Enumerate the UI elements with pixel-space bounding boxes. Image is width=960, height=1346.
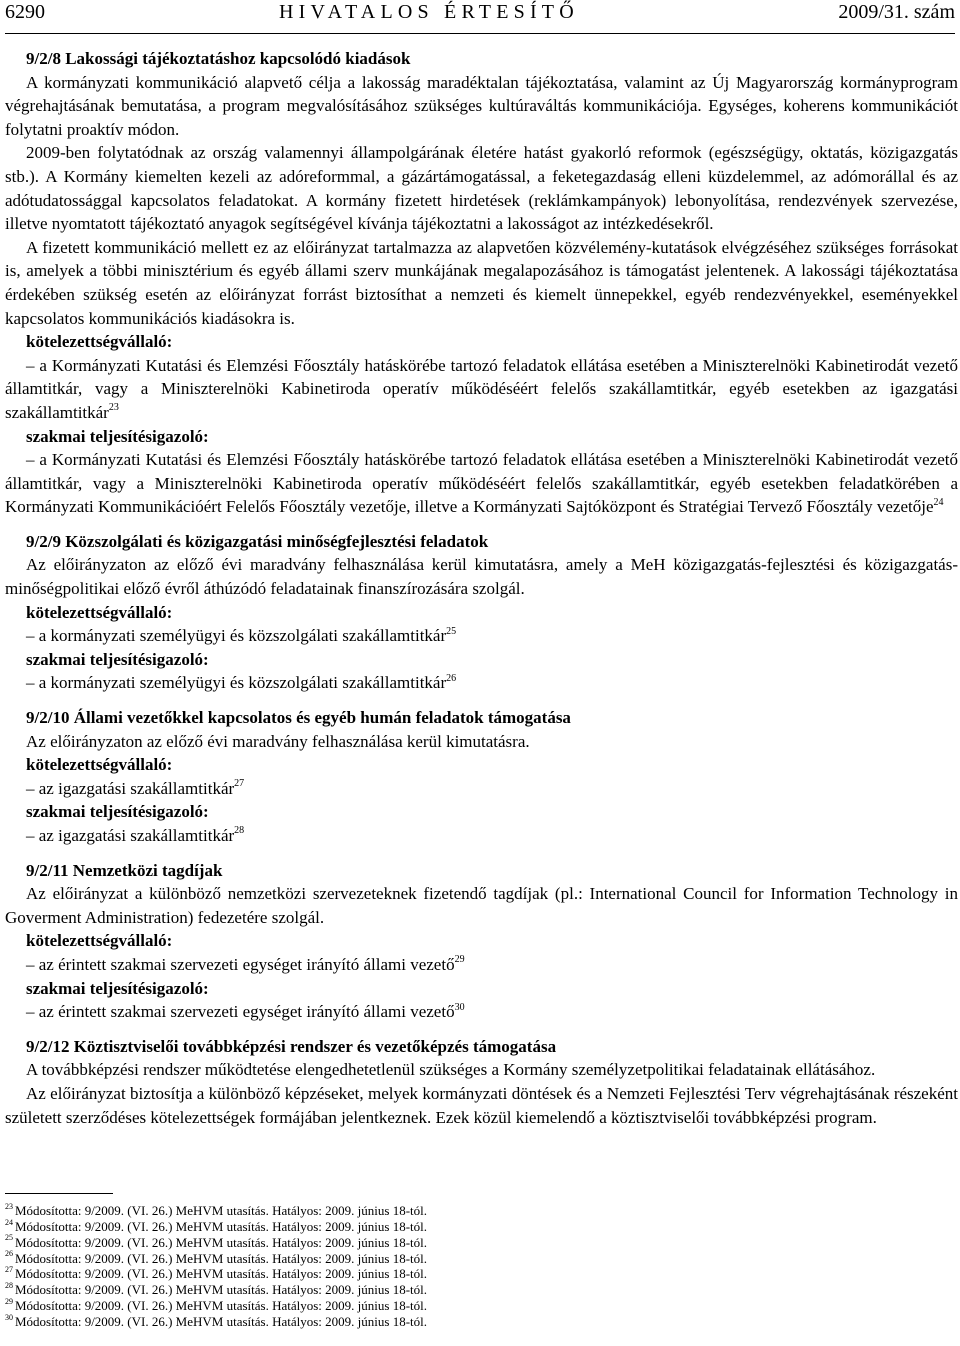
verifier-text: – a Kormányzati Kutatási és Elemzési Főosztály hatáskörébe tartozó feladatok ellátása esetében a Miniszterelnöki Kabinetirodát vezető államtitkár, vagy a Miniszterelnöki Kabinetiroda operatív működéséért felelős szakállamtitkár, egyéb esetekben feladatkörében a Kormányzati Kommunikációért Felelős Főosztály vezetője, illetve a Kormányzati Sajtóközpont és Stratégiai Tervező Főosztály vezetője [5, 450, 958, 517]
footnote-number: 26 [5, 1249, 13, 1259]
footnote [5, 1235, 427, 1251]
verifier-label: szakmai teljesítésigazoló: [26, 426, 209, 446]
journal-title: HIVATALOS ÉRTESÍTŐ [279, 1, 579, 23]
section-9-2-8 [5, 47, 958, 519]
obligor-text: – a Kormányzati Kutatási és Elemzési Főosztály hatáskörébe tartozó feladatok ellátása esetében a Miniszterelnöki Kabinetirodát vezető államtitkár, vagy a Miniszterelnöki Kabinetiroda operatív működéséért felelős szakállamtitkár, egyéb esetekben az igazgatási szakállamtitkár [5, 355, 958, 422]
section-title: 9/2/11 Nemzetközi tagdíjak [26, 860, 223, 880]
section-title: 9/2/12 Köztisztviselői továbbképzési rendszer és vezetőképzés támogatása [26, 1036, 557, 1056]
footnote-ref[interactable]: 27 [234, 778, 245, 790]
obligor-label: kötelezettségvállaló: [26, 332, 173, 352]
section-9-2-12 [5, 1035, 958, 1129]
verifier-entry [5, 1000, 958, 1024]
footnote-number: 28 [5, 1280, 13, 1290]
paragraph: A továbbképzési rendszer működtetése elengedhetetlenül szükséges a Kormány személyzetpolitikai feladatainak ellátásához. [26, 1060, 876, 1080]
footnote-text: Módosította: 9/2009. (VI. 26.) MeHVM utasítás. Hatályos: 2009. június 18-tól. [15, 1282, 428, 1298]
page-header [5, 1, 955, 29]
footnote-number: 24 [5, 1217, 13, 1227]
section-title: 9/2/8 Lakossági tájékoztatáshoz kapcsolódó kiadások [26, 49, 411, 68]
footnote-text: Módosította: 9/2009. (VI. 26.) MeHVM utasítás. Hatályos: 2009. június 18-tól. [15, 1313, 428, 1329]
footnote-text: Módosította: 9/2009. (VI. 26.) MeHVM utasítás. Hatályos: 2009. június 18-tól. [15, 1250, 428, 1266]
obligor-label: kötelezettségvállaló: [26, 602, 173, 622]
obligor-entry [5, 354, 958, 425]
section-title: 9/2/9 Közszolgálati és közigazgatási minőségfejlesztési feladatok [26, 531, 489, 551]
issue-number: 2009/31. szám [838, 1, 955, 23]
paragraph: Az előirányzaton az előző évi maradvány felhasználása kerül kimutatásra, amely a MeH közigazgatás-fejlesztési és közigazgatás-minőségpolitikai előző évről áthúzódó feladatainak finanszírozására szolgál. [5, 555, 958, 599]
verifier-entry [5, 671, 958, 695]
verifier-entry [5, 448, 958, 519]
paragraph: Az előirányzat a különböző nemzetközi szervezeteknek fizetendő tagdíjak (pl.: International Council for Information Technology in Goverment Administration) fedezetére szolgál. [5, 884, 958, 927]
verifier-entry [5, 824, 958, 848]
footnote [5, 1314, 427, 1330]
footnote [5, 1266, 427, 1282]
obligor-entry [5, 953, 958, 977]
footnote-rule [5, 1193, 113, 1194]
footnote-number: 29 [5, 1296, 13, 1306]
header-rule [5, 33, 955, 34]
footnote-text: Módosította: 9/2009. (VI. 26.) MeHVM utasítás. Hatályos: 2009. június 18-tól. [15, 1203, 428, 1218]
footnote-number: 30 [5, 1312, 13, 1322]
section-9-2-11 [5, 859, 958, 1024]
section-9-2-9 [5, 530, 958, 695]
verifier-text: – a kormányzati személyügyi és közszolgálati szakállamtitkár [26, 673, 447, 693]
footnote-number: 25 [5, 1233, 13, 1243]
footnote-ref[interactable]: 24 [933, 496, 944, 508]
footnote [5, 1251, 427, 1267]
footnote [5, 1282, 427, 1298]
footnote-text: Módosította: 9/2009. (VI. 26.) MeHVM utasítás. Hatályos: 2009. június 18-tól. [15, 1298, 428, 1314]
obligor-entry [5, 624, 958, 648]
verifier-text: – az érintett szakmai szervezeti egységet irányító állami vezető [26, 1002, 455, 1022]
footnotes [5, 1203, 427, 1330]
footnote-ref[interactable]: 28 [234, 825, 245, 837]
obligor-text: – a kormányzati személyügyi és közszolgálati szakállamtitkár [26, 626, 447, 646]
footnote-text: Módosította: 9/2009. (VI. 26.) MeHVM utasítás. Hatályos: 2009. június 18-tól. [15, 1234, 428, 1250]
obligor-text: – az igazgatási szakállamtitkár [26, 778, 235, 798]
footnote-number: 27 [5, 1265, 13, 1275]
footnote-number: 23 [5, 1201, 13, 1211]
footnote-ref[interactable]: 25 [446, 625, 457, 637]
footnote [5, 1219, 427, 1235]
verifier-label: szakmai teljesítésigazoló: [26, 649, 209, 669]
verifier-label: szakmai teljesítésigazoló: [26, 978, 209, 998]
obligor-label: kötelezettségvállaló: [26, 755, 173, 775]
verifier-label: szakmai teljesítésigazoló: [26, 802, 209, 822]
paragraph: Az előirányzaton az előző évi maradvány felhasználása kerül kimutatásra. [26, 731, 530, 751]
page-number: 6290 [5, 1, 45, 23]
obligor-text: – az érintett szakmai szervezeti egységet irányító állami vezető [26, 954, 455, 974]
footnote-text: Módosította: 9/2009. (VI. 26.) MeHVM utasítás. Hatályos: 2009. június 18-tól. [15, 1218, 428, 1234]
verifier-text: – az igazgatási szakállamtitkár [26, 826, 235, 845]
footnote-ref[interactable]: 23 [108, 402, 119, 414]
footnote [5, 1298, 427, 1314]
footnote [5, 1203, 427, 1219]
document-body [5, 47, 958, 1129]
footnote-ref[interactable]: 26 [446, 672, 457, 684]
footnote-text: Módosította: 9/2009. (VI. 26.) MeHVM utasítás. Hatályos: 2009. június 18-tól. [15, 1266, 428, 1282]
paragraph: 2009-ben folytatódnak az ország valamennyi állampolgárának életére hatást gyakorló reformok (egészségügy, oktatás, közigazgatás stb.). A Kormány kiemelten kezeli az adóreformmal, a gázártámogatással, a feketegazdaság elleni küzdelemmel, az adómorállal és az adótudatossággal kapcsolatos feladatokat. A kormány fizetett hirdetések (reklámkampányok) lebonyolítása, rendezvények szervezése, illetve nyomtatott tájékoztató anyagok segítségével kívánja tájékoztatni a lakosságot az intézkedésekről. [5, 143, 958, 234]
footnote-ref[interactable]: 30 [454, 1001, 465, 1013]
paragraph: A fizetett kommunikáció mellett ez az előirányzat tartalmazza az alapvetően közvélemény-kutatások elvégzéséhez szükséges forrásokat is, amelyek a többi minisztérium és egyéb állami szerv munkájának megalapozásához is támogatást jelentenek. A lakossági tájékoztatása érdekében szükség esetén az előirányzat forrást biztosíthat a nemzeti és kiemelt ünnepekkel, egyéb rendezvényekkel, eseményekkel kapcsolatos kommunikációs kiadásokra is. [5, 237, 958, 328]
footnote-ref[interactable]: 29 [454, 954, 465, 966]
paragraph: A kormányzati kommunikáció alapvető célja a lakosság maradéktalan tájékoztatása, valamint az Új Magyarország kormányprogram végrehajtásának bemutatása, a program megvalósításához szükséges kultúraváltás kommunikációja. Egységes, koherens kommunikációt folytatni proaktív módon. [5, 72, 958, 139]
obligor-entry [5, 777, 958, 801]
section-title: 9/2/10 Állami vezetőkkel kapcsolatos és egyéb humán feladatok támogatása [26, 708, 571, 728]
obligor-label: kötelezettségvállaló: [26, 931, 173, 951]
section-9-2-10 [5, 706, 958, 848]
paragraph: Az előirányzat biztosítja a különböző képzéseket, melyek kormányzati döntések és a Nemzeti Fejlesztési Terv végrehajtásának részeként született szerződéses kötelezettségek formájában jelentkeznek. Ezek közül kiemelendő a köztisztviselői továbbképzési program. [5, 1083, 958, 1127]
